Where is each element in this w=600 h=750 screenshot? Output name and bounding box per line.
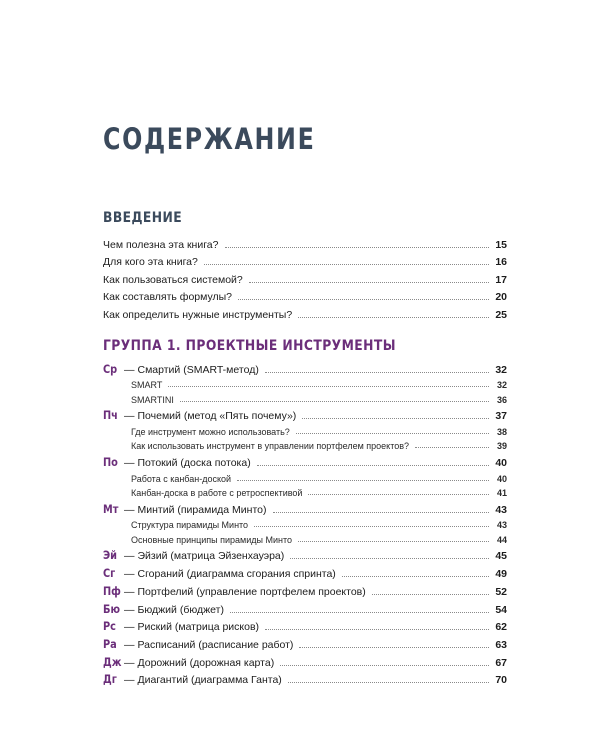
entry-title: SMART — [131, 380, 163, 391]
entry-title: Диагантий (диаграмма Ганта) — [137, 674, 282, 687]
page-title: СОДЕРЖАНИЕ — [103, 122, 316, 156]
dot-leader — [296, 433, 489, 434]
dot-leader — [342, 576, 489, 577]
entry-title: Чем полезна эта книга? — [103, 238, 219, 251]
page-number: 43 — [496, 520, 507, 531]
page-number: 49 — [495, 568, 507, 581]
page-number: 15 — [495, 238, 507, 251]
dot-leader — [290, 558, 489, 559]
entry-title: Расписаний (расписание работ) — [137, 638, 294, 651]
entry-title: Минтий (пирамида Минто) — [137, 503, 267, 516]
entry-dash: — — [124, 621, 135, 634]
page-number: 70 — [495, 674, 507, 687]
tool-abbreviation: По — [103, 455, 118, 470]
page-number: 32 — [495, 363, 507, 376]
dot-leader — [298, 317, 489, 318]
tool-abbreviation: Эй — [103, 548, 118, 563]
entry-dash: — — [124, 410, 135, 423]
entry-title: Эйзий (матрица Эйзенхауэра) — [137, 550, 285, 563]
toc-entry[interactable] — [103, 546, 507, 563]
tool-abbreviation: Пч — [103, 408, 118, 423]
toc-entry[interactable] — [103, 233, 507, 251]
entry-dash: — — [124, 585, 135, 598]
dot-leader — [298, 541, 489, 542]
tool-abbreviation: Ср — [103, 361, 118, 376]
dot-leader — [254, 526, 489, 527]
entry-title: Дорожний (дорожная карта) — [137, 656, 275, 669]
entry-title: Смартий (SMART-метод) — [137, 363, 259, 376]
toc-entry[interactable] — [103, 581, 507, 598]
page-number: 20 — [495, 291, 507, 303]
toc-entry[interactable] — [103, 268, 507, 286]
toc-entry[interactable] — [103, 452, 507, 469]
page-number: 52 — [495, 585, 507, 598]
tool-abbreviation: Сг — [103, 566, 116, 581]
page-number: 36 — [496, 394, 507, 405]
page-number: 32 — [496, 380, 507, 391]
entry-title: Структура пирамиды Минто — [131, 520, 249, 531]
entry-dash: — — [124, 674, 135, 687]
tool-abbreviation: Дж — [103, 654, 122, 669]
dot-leader — [265, 629, 489, 630]
tool-abbreviation: Ра — [103, 636, 117, 651]
page-number: 41 — [496, 488, 507, 499]
entry-title: Как составлять формулы? — [103, 291, 232, 303]
section-heading-intro: ВВЕДЕНИЕ — [103, 210, 183, 226]
section-heading-group-1: ГРУППА 1. ПРОЕКТНЫЕ ИНСТРУМЕНТЫ — [103, 338, 396, 354]
entry-title: Бюджий (бюджет) — [137, 603, 224, 616]
toc-entry[interactable] — [103, 484, 507, 499]
page-number: 16 — [495, 256, 507, 268]
dot-leader — [204, 264, 489, 265]
dot-leader — [168, 386, 489, 387]
page-number: 63 — [495, 638, 507, 651]
toc-entry[interactable] — [103, 251, 507, 269]
toc-entry[interactable] — [103, 652, 507, 669]
entry-title: Как пользоваться системой? — [103, 273, 243, 286]
dot-leader — [237, 480, 489, 481]
dot-leader — [288, 682, 489, 683]
dot-leader — [302, 418, 489, 419]
entry-title: Как использовать инструмент в управлении портфелем проектов? — [131, 441, 410, 452]
dot-leader — [230, 612, 489, 613]
entry-dash: — — [124, 656, 135, 669]
page-number: 54 — [495, 603, 507, 616]
tool-abbreviation: Пф — [103, 583, 121, 598]
entry-dash: — — [124, 638, 135, 651]
page-number: 40 — [495, 457, 507, 470]
entry-dash: — — [124, 457, 135, 470]
page-number: 17 — [495, 273, 507, 286]
dot-leader — [415, 447, 489, 448]
entry-title: Основные принципы пирамиды Минто — [131, 534, 292, 545]
tool-abbreviation: Рс — [103, 619, 116, 634]
page-number: 37 — [495, 410, 507, 423]
entry-dash: — — [124, 568, 135, 581]
dot-leader — [225, 247, 490, 248]
dot-leader — [180, 401, 489, 402]
entry-title: Потокий (доска потока) — [137, 457, 251, 470]
entry-title: Почемий (метод «Пять почему») — [137, 410, 297, 423]
page-number: 39 — [496, 441, 507, 452]
toc-entry[interactable] — [103, 303, 507, 321]
entry-dash: — — [124, 503, 135, 516]
entry-title: Для кого эта книга? — [103, 256, 198, 268]
page-number: 43 — [495, 503, 507, 516]
toc-entry[interactable] — [103, 437, 507, 452]
entry-title: Риский (матрица рисков) — [137, 621, 260, 634]
dot-leader — [265, 372, 489, 373]
dot-leader — [372, 594, 489, 595]
dot-leader — [238, 299, 489, 300]
tool-abbreviation: Дг — [103, 672, 117, 687]
entry-dash: — — [124, 363, 135, 376]
page-number: 67 — [495, 656, 507, 669]
page-number: 45 — [495, 550, 507, 563]
toc-entry[interactable] — [103, 406, 507, 423]
entry-title: SMARTINI — [131, 394, 174, 405]
entry-dash: — — [124, 603, 135, 616]
group1-toc-list — [103, 359, 507, 686]
intro-toc-list — [103, 233, 507, 321]
page-number: 25 — [495, 308, 507, 321]
toc-entry[interactable] — [103, 634, 507, 651]
entry-dash: — — [124, 550, 135, 563]
entry-title: Где инструмент можно использовать? — [131, 426, 290, 437]
toc-entry[interactable] — [103, 376, 507, 391]
toc-entry[interactable] — [103, 617, 507, 634]
page-number: 38 — [496, 426, 507, 437]
dot-leader — [308, 494, 489, 495]
page-number: 40 — [496, 473, 507, 484]
dot-leader — [280, 665, 489, 666]
dot-leader — [299, 647, 489, 648]
entry-title: Канбан-доска в работе с ретроспективой — [131, 488, 303, 499]
entry-title: Как определить нужные инструменты? — [103, 308, 293, 321]
toc-entry[interactable] — [103, 599, 507, 616]
toc-entry[interactable] — [103, 359, 507, 376]
toc-entry[interactable] — [103, 499, 507, 516]
entry-title: Сгораний (диаграмма сгорания спринта) — [137, 568, 336, 581]
dot-leader — [257, 465, 489, 466]
tool-abbreviation: Бю — [103, 601, 120, 616]
entry-title: Работа с канбан-доской — [131, 473, 232, 484]
toc-entry[interactable] — [103, 516, 507, 531]
dot-leader — [273, 512, 490, 513]
toc-entry[interactable] — [103, 670, 507, 687]
page-number: 62 — [495, 621, 507, 634]
toc-entry[interactable] — [103, 286, 507, 304]
toc-entry[interactable] — [103, 390, 507, 405]
dot-leader — [249, 282, 489, 283]
toc-entry[interactable] — [103, 422, 507, 437]
toc-entry[interactable] — [103, 563, 507, 580]
entry-title: Портфелий (управление портфелем проектов) — [137, 585, 366, 598]
page-number: 44 — [496, 534, 507, 545]
toc-entry[interactable] — [103, 469, 507, 484]
tool-abbreviation: Мт — [103, 501, 119, 516]
toc-entry[interactable] — [103, 530, 507, 545]
